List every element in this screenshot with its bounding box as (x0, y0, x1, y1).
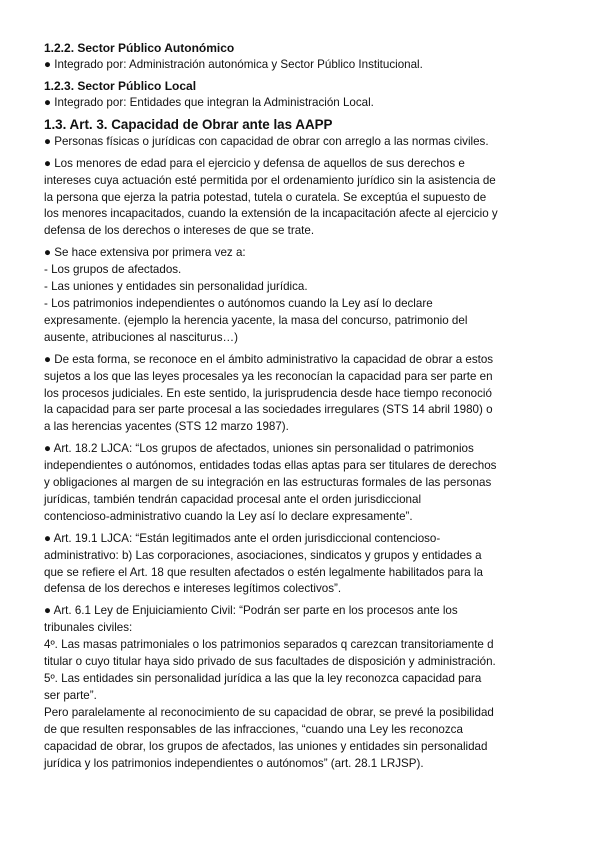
text-line: ● Los menores de edad para el ejercicio y defensa de aquellos de sus derechos e (44, 156, 465, 170)
text-line: titular o cuyo titular haya sido privado de sus facultades de disposición y administración. (44, 655, 496, 669)
text-line: intereses cuya actuación esté permitida por el ordenamiento jurídico sin la asistencia de (44, 173, 496, 187)
text-line: defensa de los derechos o intereses de que se trate. (44, 224, 315, 238)
bullet-autonomico: ● Integrado por: Administración autonómica y Sector Público Institucional. (44, 58, 423, 71)
bullet-local: ● Integrado por: Entidades que integran la Administración Local. (44, 95, 374, 109)
text-line: ● De esta forma, se reconoce en el ámbito administrativo la capacidad de obrar a estos (44, 352, 494, 366)
text-line: ● Art. 18.2 LJCA: “Los grupos de afectados, uniones sin personalidad o patrimonios (44, 442, 474, 456)
text-line: Pero paralelamente al reconocimiento de su capacidad de obrar, se prevé la posibilidad (44, 705, 494, 719)
paragraph-art-6-1-lec (44, 603, 556, 772)
text-line: sujetos a los que las leyes procesales ya les reconocían la capacidad para ser parte en (44, 369, 493, 383)
paragraph-art-18-2-ljca (44, 441, 556, 526)
paragraph-reconoce (44, 352, 556, 437)
heading-sector-publico-autonomico: 1.2.2. Sector Público Autonómico (44, 41, 235, 55)
text-line: ● Art. 19.1 LJCA: “Están legitimados ante el orden jurisdiccional contencioso- (44, 531, 441, 545)
text-line: tribunales civiles: (44, 621, 133, 635)
text-line: ser parte”. (44, 688, 97, 702)
text-line: ● Se hace extensiva por primera vez a: (44, 246, 246, 260)
paragraph-extensiva (44, 245, 556, 346)
text-line: los procesos judiciales. En este sentido, la jurisprudencia desde hace tiempo reconoció (44, 386, 492, 400)
text-line: administrativo: b) Las corporaciones, asociaciones, sindicatos y grupos y entidades a (44, 548, 482, 562)
text-line: defensa de los derechos e intereses legítimos colectivos”. (44, 582, 342, 596)
text-line: la capacidad para ser parte procesal a las sociedades irregulares (STS 14 abril 1980) o (44, 403, 493, 417)
text-line: contencioso-administrativo cuando la Ley así lo declare expresamente”. (44, 509, 413, 523)
text-line: ● Art. 6.1 Ley de Enjuiciamiento Civil: “Podrán ser parte en los procesos ante los (44, 604, 458, 618)
text-line: ● Personas físicas o jurídicas con capacidad de obrar con arreglo a las normas civiles. (44, 134, 489, 148)
text-line: la persona que ejerza la patria potestad, tutela o curatela. Se exceptúa el supuesto de (44, 190, 487, 204)
heading-sector-publico-local: 1.2.3. Sector Público Local (44, 78, 197, 93)
text-line: jurídicas, también tendrán capacidad procesal ante el orden jurisdiccional (44, 492, 422, 506)
paragraph-menores (44, 156, 556, 241)
text-line: - Los grupos de afectados. (44, 263, 182, 277)
text-line: - Los patrimonios independientes o autónomos cuando la Ley así lo declare (44, 296, 433, 310)
text-line: los menores incapacitados, cuando la extensión de la incapacitación afecte al ejercicio y (44, 207, 498, 221)
text-line: 5º. Las entidades sin personalidad jurídica a las que la ley reconozca capacidad para (44, 672, 482, 685)
paragraph-art-19-1-ljca (44, 531, 556, 599)
text-line: a las herencias yacentes (STS 12 marzo 1987). (44, 420, 289, 434)
text-line: ausente, atribuciones al nasciturus…) (44, 330, 238, 344)
text-line: expresamente. (ejemplo la herencia yacente, la masa del concurso, patrimonio del (44, 313, 468, 327)
text-line: capacidad de obrar, los grupos de afectados, las uniones y entidades sin personalidad (44, 739, 488, 753)
text-line: 4º. Las masas patrimoniales o los patrimonios separados q carezcan transitoriamente d (44, 638, 494, 652)
text-line: y obligaciones al margen de su integración en las estructuras formales de las personas (44, 476, 492, 490)
text-line: de que resulten responsables de las infracciones, “cuando una Ley les reconozca (44, 722, 463, 736)
text-line: jurídica y los patrimonios independientes o autónomos” (art. 28.1 LRJSP). (44, 756, 424, 770)
text-line: - Las uniones y entidades sin personalidad jurídica. (44, 280, 308, 294)
heading-capacidad-de-obrar: 1.3. Art. 3. Capacidad de Obrar ante las AAPP (44, 116, 333, 132)
paragraph-personas (44, 134, 556, 151)
text-line: independientes o autónomos, entidades todas ellas aptas para ser titulares de derechos (44, 459, 497, 473)
text-line: que se refiere el Art. 18 que resulten afectados o estén legalmente habilitados para la (44, 565, 483, 579)
